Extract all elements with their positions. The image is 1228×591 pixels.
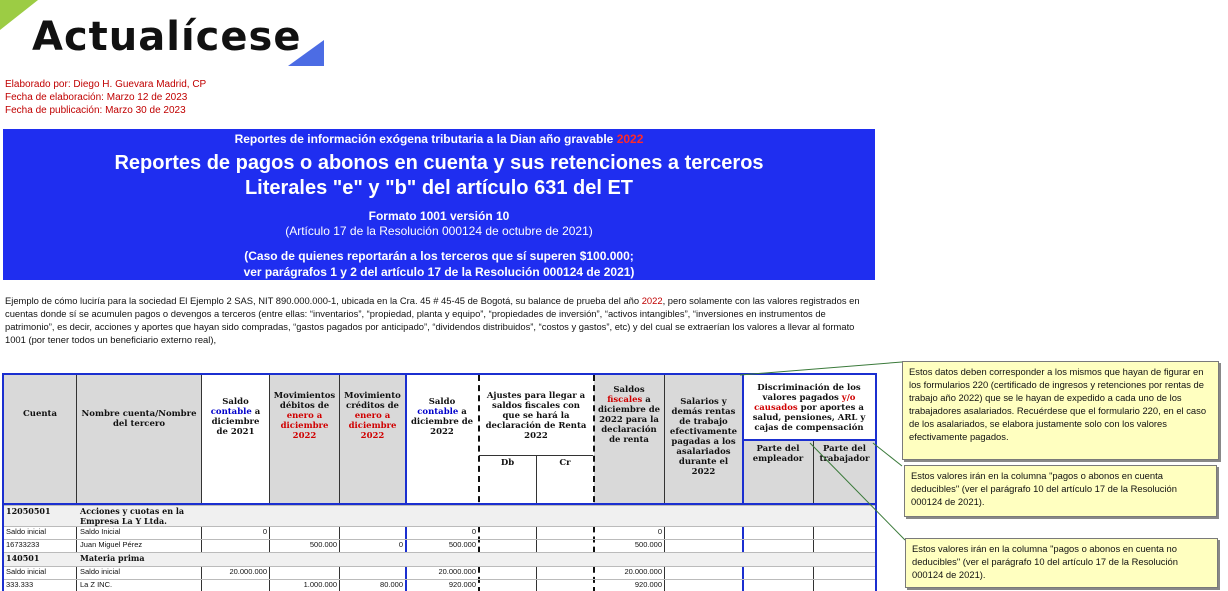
header-db: Db [479, 456, 536, 503]
header-ajustes: Ajustes para llegar a saldos fiscales con que se hará la declaración de Renta 2022 [479, 375, 593, 455]
header-mov-debitos: Movimientos débitos de enero a diciembre 2022 [270, 375, 339, 503]
header-saldo-final: Saldo contable a diciembre de 2022 [406, 375, 478, 503]
header-parte-empleador: Parte del empleador [743, 440, 813, 503]
table-row: 140501 Materia prima [4, 552, 875, 566]
note-salarios: Estos datos deben corresponder a los mismos que hayan de figurar en los formularios 220 (certificado de ingresos y retenciones por rentas de trabajo año 2022) que se le hayan de expedido a cada uno de los trabajadores asalariados. Recuérdese que el formulario 220, en el caso de los asalariados, se elabora justamente solo con los valores efectivamente pagados. [902, 361, 1219, 460]
note-deducibles: Estos valores irán en la columna "pagos o abonos en cuenta deducibles" (ver el parágrafo 10 del artículo 17 de la Resolución 000124 de 2021). [904, 465, 1217, 517]
header-cuenta: Cuenta [4, 375, 76, 503]
header-salarios: Salarios y demás rentas de trabajo efectivamente pagadas a los asalariados durante el 2022 [665, 375, 742, 503]
banner-condition-1: (Caso de quienes reportarán a los terceros que sí superen $100.000; [244, 249, 634, 263]
table-row: 333.333 La Z INC. 1.000.000 80.000 920.000 920.000 [4, 579, 875, 591]
table-row: 12050501 Acciones y cuotas en la Empresa La Y Ltda. [4, 505, 875, 526]
intro-paragraph: Ejemplo de cómo luciría para la sociedad El Ejemplo 2 SAS, NIT 890.000.000-1, ubicada en la Cra. 45 # 45-45 de Bogotá, su balance de prueba del año 2022, pero solamente con las valores registrados en cuentas donde sí se acumulen pagos o devengos a terceros (entre ellas: “inventarios”, “propiedad, planta y equipo”, “propiedades de inversión”, “activos intangibles”, “inversiones en instrumentos de patrimonio”, es decir, acciones y aportes que hayan sido compradas, “gastos pagados por anticipado”, “dividendos distribuidos”, “costos y gastos”, etc) y del cual se extraerían los valores a llevar al formato 1001 (por tener todos un beneficiario externo real), [5, 295, 860, 345]
banner-article: (Artículo 17 de la Resolución 000124 de octubre de 2021) [285, 224, 593, 238]
header-saldo-inicial: Saldo contable a diciembre de 2021 [202, 375, 269, 503]
header-parte-trabajador: Parte del trabajador [814, 440, 875, 503]
created-date: Fecha de elaboración: Marzo 12 de 2023 [5, 92, 188, 103]
header-nombre: Nombre cuenta/Nombre del tercero [77, 375, 201, 503]
banner-title-1: Reportes de pagos o abonos en cuenta y sus retenciones a terceros [114, 152, 764, 174]
banner-subtitle: Reportes de información exógena tributaria a la Dian año gravable 2022 [234, 132, 644, 146]
header-mov-creditos: Movimiento créditos de enero a diciembre 2022 [340, 375, 405, 503]
banner-format: Formato 1001 versión 10 [368, 209, 510, 223]
banner-title-2: Literales "e" y "b" del artículo 631 del ET [244, 177, 634, 199]
header-discriminacion: Discriminación de los valores pagados y/o causados por aportes a salud, pensiones, ARL y cajas de compensación [743, 375, 875, 439]
author-line: Elaborado por: Diego H. Guevara Madrid, CP [5, 79, 207, 90]
logo: Actualícese [32, 14, 302, 60]
table-row: 16733233 Juan Miguel Pérez 500.000 0 500.000 500.000 [4, 539, 875, 552]
table-row: Saldo inicial Saldo inicial 20.000.000 20.000.000 20.000.000 [4, 566, 875, 579]
header-saldos-fiscales: Saldos fiscales a diciembre de 2022 para la declaración de renta [594, 375, 664, 503]
published-date: Fecha de publicación: Marzo 30 de 2023 [5, 105, 186, 116]
note-no-deducibles: Estos valores irán en la columna "pagos o abonos en cuenta no deducibles" (ver el parágrafo 10 del artículo 17 de la Resolución 000124 de 2021). [905, 538, 1218, 588]
table-row: Saldo inicial Saldo Inicial 0 0 0 [4, 526, 875, 539]
banner-condition-2: ver parágrafos 1 y 2 del artículo 17 de la Resolución 000124 de 2021) [243, 265, 635, 279]
header-cr: Cr [537, 456, 593, 503]
